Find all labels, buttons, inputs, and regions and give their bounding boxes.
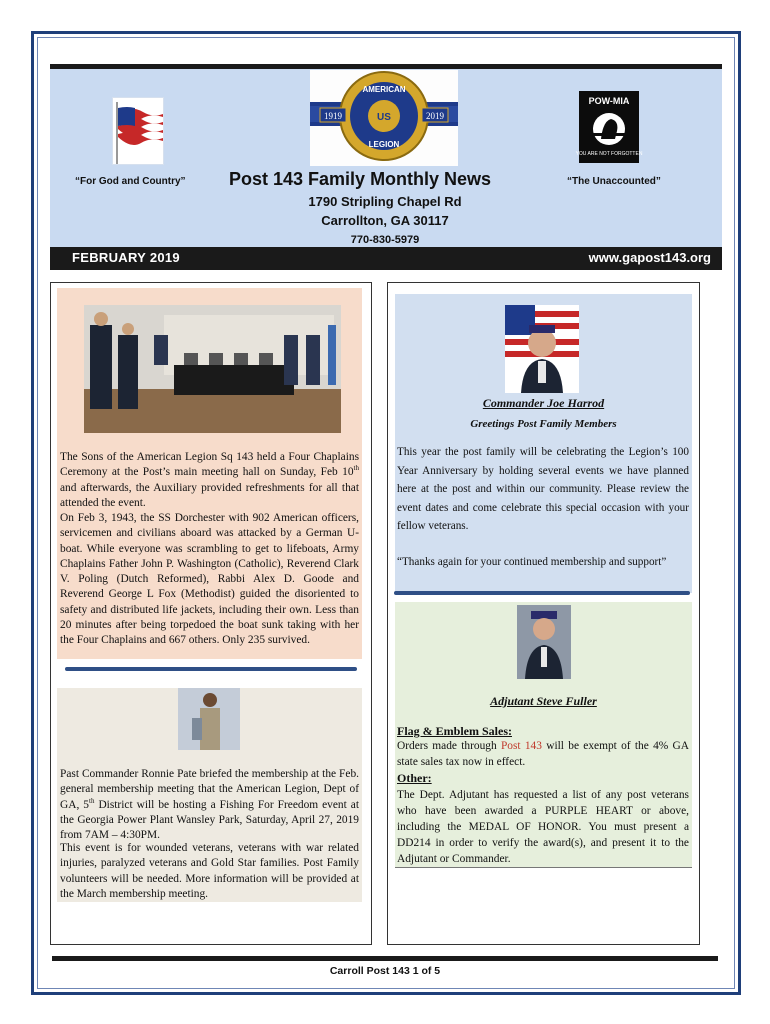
commander-caption: Commander Joe Harrod [482, 396, 605, 410]
other-heading: Other: [397, 771, 432, 785]
other-text: The Dept. Adjutant has requested a list of any post veterans who have been awarded a PURPLE HEART or above, including the MEDAL OF HONOR. You must present a DD214 in order to verify the award(s), and present it to the Adjutant or Commander. [397, 789, 689, 865]
page-footer: Carroll Post 143 1 of 5 [329, 965, 441, 977]
address-street: 1790 Stripling Chapel Rd [308, 194, 462, 209]
flag-sales-heading: Flag & Emblem Sales: [397, 724, 512, 738]
ceremony-paragraph-1: The Sons of the American Legion Sq 143 held a Four Chaplains Ceremony at the Post’s main meeting hall on Sunday, Feb 10th and afterwards, the Auxiliary provided refreshments for all that attended the event. [60, 451, 359, 509]
emblem-center: US [377, 112, 391, 123]
newsletter-title: Post 143 Family Monthly News [229, 169, 492, 189]
website-link[interactable]: www.gapost143.org [588, 250, 711, 265]
powmia-bottom-text: YOU ARE NOT FORGOTTEN [575, 151, 643, 157]
commander-harrod-photo [505, 305, 579, 393]
commander-paragraph-2: “Thanks again for your continued membership and support” [397, 556, 667, 568]
fishing-paragraph-2: This event is for wounded veterans, veterans with war related injuries, paralyzed veterans and Gold Star families. Post Family volunteers will be needed. More information will be provided at the March membership meeting. [60, 842, 359, 900]
motto-left: “For God and Country” [75, 176, 186, 187]
divider-left [65, 667, 357, 671]
emblem-ring-bottom: LEGION [368, 140, 400, 149]
legion-centennial-emblem [310, 70, 458, 166]
ceremony-photo [84, 305, 341, 433]
footer-bar [52, 956, 718, 961]
address-city: Carrollton, GA 30117 [321, 213, 449, 228]
issue-date: FEBRUARY 2019 [72, 250, 180, 265]
emblem-year-right: 2019 [426, 111, 444, 121]
motto-right: “The Unaccounted” [567, 176, 661, 187]
ronnie-pate-photo [178, 688, 240, 750]
adjutant-fuller-photo [517, 605, 571, 679]
fishing-paragraph-1: Past Commander Ronnie Pate briefed the membership at the Feb. general membership meeting that the American Legion, Dept of GA, 5th District will be hosting a Fishing For Freedom event at the Georgia Power Plant Wansley Park, Saturday, April 27, 2019 from 7AM – 4:30PM. [60, 768, 359, 842]
flag-sales-text: Orders made through Post 143 will be exempt of the 4% GA state sales tax now in effect. [397, 740, 689, 768]
ceremony-paragraph-2: On Feb 3, 1943, the SS Dorchester with 902 American officers, servicemen and civilians aboard was attacked by a German U-boat. While everyone was scrambling to get to lifeboats, Army Chaplains Father John P. Washington (Catholic), Reverend Clark V. Poling (Dutch Reformed), Rabbi Alex D. Goode and Reverend George L Fox (Methodist) guided the disoriented to safety and distributed life jackets, including their own. Less than 20 minutes after being torpedoed the boat sunk taking with her the Four Chaplains and 667 others. Only 235 survived. [60, 512, 359, 647]
emblem-year-left: 1919 [324, 111, 342, 121]
pow-mia-flag-image [575, 91, 643, 163]
phone-number: 770-830-5979 [350, 234, 420, 246]
powmia-top-text: POW-MIA [588, 96, 630, 106]
us-flag-image [112, 97, 164, 165]
commander-paragraph-1: This year the post family will be celebrating the Legion’s 100 Year Anniversary by holding several events we have planned here at the post and within our community. Please review the event dates and come celebrate this special occasion with your fellow veterans. [397, 446, 689, 532]
greetings-heading: Greetings Post Family Members [470, 418, 617, 430]
adjutant-caption: Adjutant Steve Fuller [490, 694, 597, 708]
emblem-ring-top: AMERICAN [362, 85, 406, 94]
adjutant-bottom-rule [395, 867, 692, 868]
divider-right [394, 591, 690, 595]
